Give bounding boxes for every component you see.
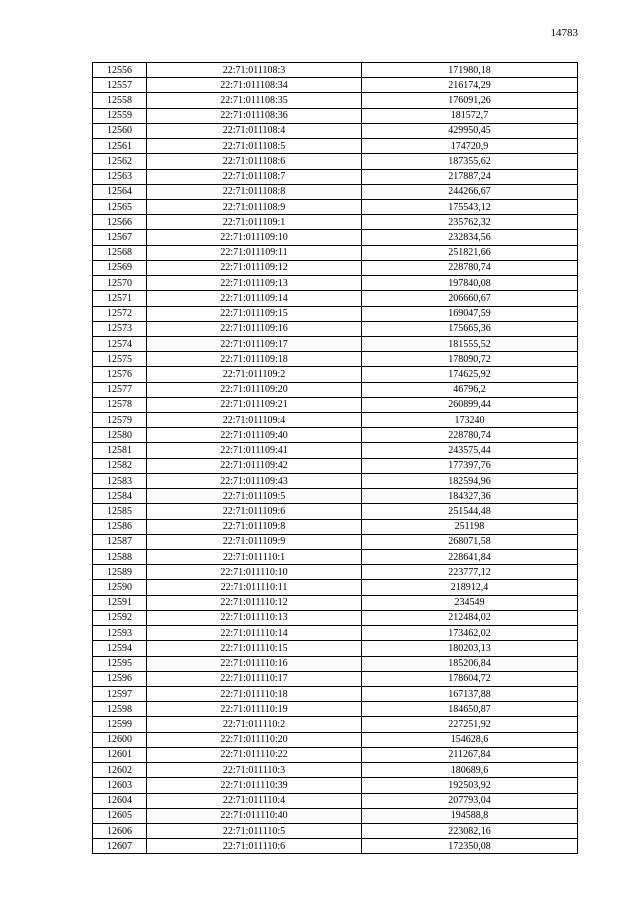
cadastral-number-cell: 22:71:011109:12: [147, 260, 362, 275]
row-number-cell: 12569: [93, 260, 147, 275]
table-row: [93, 184, 578, 199]
cadastral-number-cell: 22:71:011108:4: [147, 123, 362, 138]
row-number-cell: 12601: [93, 747, 147, 762]
value-cell: 154628,6: [362, 732, 578, 747]
row-number-cell: 12598: [93, 702, 147, 717]
cadastral-number-cell: 22:71:011109:41: [147, 443, 362, 458]
table-row: [93, 519, 578, 534]
value-cell: 178090,72: [362, 352, 578, 367]
row-number-cell: 12599: [93, 717, 147, 732]
value-cell: 251544,48: [362, 504, 578, 519]
row-number-cell: 12589: [93, 565, 147, 580]
cadastral-number-cell: 22:71:011110:2: [147, 717, 362, 732]
value-cell: 185206,84: [362, 656, 578, 671]
value-cell: 171980,18: [362, 63, 578, 78]
row-number-cell: 12579: [93, 413, 147, 428]
table-row: [93, 808, 578, 823]
cadastral-number-cell: 22:71:011108:34: [147, 78, 362, 93]
table-row: [93, 169, 578, 184]
value-cell: 184650,87: [362, 702, 578, 717]
cadastral-number-cell: 22:71:011110:16: [147, 656, 362, 671]
cadastral-number-cell: 22:71:011108:6: [147, 154, 362, 169]
row-number-cell: 12595: [93, 656, 147, 671]
table-row: [93, 367, 578, 382]
cadastral-number-cell: 22:71:011109:11: [147, 245, 362, 260]
value-cell: 235762,32: [362, 215, 578, 230]
row-number-cell: 12562: [93, 154, 147, 169]
value-cell: 173240: [362, 413, 578, 428]
row-number-cell: 12590: [93, 580, 147, 595]
table-row: [93, 291, 578, 306]
row-number-cell: 12596: [93, 671, 147, 686]
table-row: [93, 610, 578, 625]
row-number-cell: 12592: [93, 610, 147, 625]
value-cell: 206660,67: [362, 291, 578, 306]
table-row: [93, 78, 578, 93]
value-cell: 217887,24: [362, 169, 578, 184]
cadastral-number-cell: 22:71:011110:39: [147, 778, 362, 793]
table-row: [93, 93, 578, 108]
table-row: [93, 63, 578, 78]
table-row: [93, 686, 578, 701]
table-row: [93, 108, 578, 123]
row-number-cell: 12580: [93, 428, 147, 443]
row-number-cell: 12577: [93, 382, 147, 397]
row-number-cell: 12561: [93, 139, 147, 154]
cadastral-number-cell: 22:71:011108:35: [147, 93, 362, 108]
cadastral-number-cell: 22:71:011108:36: [147, 108, 362, 123]
row-number-cell: 12587: [93, 534, 147, 549]
value-cell: 169047,59: [362, 306, 578, 321]
cadastral-number-cell: 22:71:011110:14: [147, 626, 362, 641]
value-cell: 178604,72: [362, 671, 578, 686]
cadastral-number-cell: 22:71:011109:14: [147, 291, 362, 306]
cadastral-number-cell: 22:71:011109:20: [147, 382, 362, 397]
value-cell: 184327,36: [362, 489, 578, 504]
row-number-cell: 12594: [93, 641, 147, 656]
row-number-cell: 12603: [93, 778, 147, 793]
table-row: [93, 793, 578, 808]
cadastral-number-cell: 22:71:011109:4: [147, 413, 362, 428]
table-row: [93, 123, 578, 138]
cadastral-number-cell: 22:71:011110:18: [147, 686, 362, 701]
value-cell: 260899,44: [362, 397, 578, 412]
value-cell: 228780,74: [362, 428, 578, 443]
row-number-cell: 12564: [93, 184, 147, 199]
value-cell: 180203,13: [362, 641, 578, 656]
row-number-cell: 12558: [93, 93, 147, 108]
cadastral-number-cell: 22:71:011108:9: [147, 199, 362, 214]
cadastral-number-cell: 22:71:011109:18: [147, 352, 362, 367]
table-row: [93, 321, 578, 336]
table-row: [93, 580, 578, 595]
table-row: [93, 763, 578, 778]
data-table: [92, 62, 578, 854]
row-number-cell: 12576: [93, 367, 147, 382]
row-number-cell: 12604: [93, 793, 147, 808]
row-number-cell: 12559: [93, 108, 147, 123]
row-number-cell: 12570: [93, 276, 147, 291]
table-row: [93, 443, 578, 458]
table-row: [93, 413, 578, 428]
row-number-cell: 12582: [93, 458, 147, 473]
table-row: [93, 641, 578, 656]
table-row: [93, 428, 578, 443]
row-number-cell: 12581: [93, 443, 147, 458]
cadastral-number-cell: 22:71:011110:17: [147, 671, 362, 686]
row-number-cell: 12585: [93, 504, 147, 519]
value-cell: 174720,9: [362, 139, 578, 154]
cadastral-number-cell: 22:71:011110:22: [147, 747, 362, 762]
row-number-cell: 12560: [93, 123, 147, 138]
table-row: [93, 245, 578, 260]
cadastral-number-cell: 22:71:011109:9: [147, 534, 362, 549]
cadastral-number-cell: 22:71:011109:13: [147, 276, 362, 291]
value-cell: 175543,12: [362, 199, 578, 214]
value-cell: 177397,76: [362, 458, 578, 473]
table-row: [93, 550, 578, 565]
table-row: [93, 397, 578, 412]
value-cell: 228780,74: [362, 260, 578, 275]
table-row: [93, 336, 578, 351]
cadastral-number-cell: 22:71:011110:11: [147, 580, 362, 595]
row-number-cell: 12578: [93, 397, 147, 412]
cadastral-number-cell: 22:71:011109:17: [147, 336, 362, 351]
value-cell: 180689,6: [362, 763, 578, 778]
value-cell: 251198: [362, 519, 578, 534]
value-cell: 187355,62: [362, 154, 578, 169]
row-number-cell: 12573: [93, 321, 147, 336]
value-cell: 181555,52: [362, 336, 578, 351]
table-row: [93, 671, 578, 686]
value-cell: 228641,84: [362, 550, 578, 565]
cadastral-number-cell: 22:71:011110:3: [147, 763, 362, 778]
table-row: [93, 215, 578, 230]
value-cell: 244266,67: [362, 184, 578, 199]
row-number-cell: 12584: [93, 489, 147, 504]
table-row: [93, 778, 578, 793]
cadastral-number-cell: 22:71:011108:5: [147, 139, 362, 154]
table-row: [93, 839, 578, 854]
row-number-cell: 12583: [93, 473, 147, 488]
cadastral-number-cell: 22:71:011109:2: [147, 367, 362, 382]
row-number-cell: 12572: [93, 306, 147, 321]
value-cell: 223777,12: [362, 565, 578, 580]
cadastral-number-cell: 22:71:011110:15: [147, 641, 362, 656]
row-number-cell: 12607: [93, 839, 147, 854]
table-row: [93, 260, 578, 275]
table-row: [93, 702, 578, 717]
table-row: [93, 473, 578, 488]
row-number-cell: 12557: [93, 78, 147, 93]
row-number-cell: 12574: [93, 336, 147, 351]
cadastral-number-cell: 22:71:011109:1: [147, 215, 362, 230]
cadastral-number-cell: 22:71:011110:12: [147, 595, 362, 610]
table-row: [93, 626, 578, 641]
table-row: [93, 823, 578, 838]
row-number-cell: 12568: [93, 245, 147, 260]
value-cell: 207793,04: [362, 793, 578, 808]
value-cell: 197840,08: [362, 276, 578, 291]
cadastral-number-cell: 22:71:011108:8: [147, 184, 362, 199]
table-row: [93, 352, 578, 367]
cadastral-number-cell: 22:71:011109:21: [147, 397, 362, 412]
cadastral-number-cell: 22:71:011109:15: [147, 306, 362, 321]
table-row: [93, 656, 578, 671]
table-row: [93, 717, 578, 732]
row-number-cell: 12566: [93, 215, 147, 230]
table-row: [93, 276, 578, 291]
value-cell: 268071,58: [362, 534, 578, 549]
cadastral-number-cell: 22:71:011109:6: [147, 504, 362, 519]
value-cell: 181572,7: [362, 108, 578, 123]
table-row: [93, 199, 578, 214]
value-cell: 174625,92: [362, 367, 578, 382]
row-number-cell: 12600: [93, 732, 147, 747]
row-number-cell: 12597: [93, 686, 147, 701]
table-row: [93, 230, 578, 245]
cadastral-number-cell: 22:71:011110:20: [147, 732, 362, 747]
value-cell: 251821,66: [362, 245, 578, 260]
row-number-cell: 12591: [93, 595, 147, 610]
cadastral-number-cell: 22:71:011110:6: [147, 839, 362, 854]
table-body: [93, 63, 578, 854]
cadastral-number-cell: 22:71:011110:1: [147, 550, 362, 565]
row-number-cell: 12593: [93, 626, 147, 641]
row-number-cell: 12575: [93, 352, 147, 367]
value-cell: 175665,36: [362, 321, 578, 336]
row-number-cell: 12567: [93, 230, 147, 245]
value-cell: 232834,56: [362, 230, 578, 245]
value-cell: 173462,02: [362, 626, 578, 641]
table-row: [93, 154, 578, 169]
cadastral-number-cell: 22:71:011110:10: [147, 565, 362, 580]
value-cell: 167137,88: [362, 686, 578, 701]
value-cell: 243575,44: [362, 443, 578, 458]
cadastral-number-cell: 22:71:011109:40: [147, 428, 362, 443]
value-cell: 192503,92: [362, 778, 578, 793]
table-row: [93, 458, 578, 473]
cadastral-number-cell: 22:71:011110:5: [147, 823, 362, 838]
table-row: [93, 306, 578, 321]
cadastral-number-cell: 22:71:011109:8: [147, 519, 362, 534]
cadastral-number-cell: 22:71:011110:4: [147, 793, 362, 808]
table-row: [93, 534, 578, 549]
cadastral-number-cell: 22:71:011109:43: [147, 473, 362, 488]
value-cell: 172350,08: [362, 839, 578, 854]
value-cell: 194588,8: [362, 808, 578, 823]
table-row: [93, 747, 578, 762]
value-cell: 176091,26: [362, 93, 578, 108]
value-cell: 212484,02: [362, 610, 578, 625]
value-cell: 223082,16: [362, 823, 578, 838]
row-number-cell: 12605: [93, 808, 147, 823]
value-cell: 216174,29: [362, 78, 578, 93]
table-row: [93, 382, 578, 397]
value-cell: 46796,2: [362, 382, 578, 397]
row-number-cell: 12571: [93, 291, 147, 306]
value-cell: 227251,92: [362, 717, 578, 732]
table-row: [93, 139, 578, 154]
value-cell: 234549: [362, 595, 578, 610]
row-number-cell: 12586: [93, 519, 147, 534]
cadastral-number-cell: 22:71:011110:13: [147, 610, 362, 625]
row-number-cell: 12563: [93, 169, 147, 184]
table-row: [93, 732, 578, 747]
page-number: 14783: [550, 27, 578, 39]
value-cell: 218912,4: [362, 580, 578, 595]
cadastral-number-cell: 22:71:011109:10: [147, 230, 362, 245]
table-row: [93, 504, 578, 519]
cadastral-number-cell: 22:71:011108:3: [147, 63, 362, 78]
row-number-cell: 12556: [93, 63, 147, 78]
table-row: [93, 489, 578, 504]
cadastral-number-cell: 22:71:011110:19: [147, 702, 362, 717]
cadastral-number-cell: 22:71:011110:40: [147, 808, 362, 823]
cadastral-number-cell: 22:71:011108:7: [147, 169, 362, 184]
row-number-cell: 12588: [93, 550, 147, 565]
table-row: [93, 595, 578, 610]
value-cell: 182594,96: [362, 473, 578, 488]
value-cell: 211267,84: [362, 747, 578, 762]
row-number-cell: 12602: [93, 763, 147, 778]
cadastral-number-cell: 22:71:011109:5: [147, 489, 362, 504]
row-number-cell: 12606: [93, 823, 147, 838]
table-row: [93, 565, 578, 580]
value-cell: 429950,45: [362, 123, 578, 138]
cadastral-number-cell: 22:71:011109:42: [147, 458, 362, 473]
cadastral-number-cell: 22:71:011109:16: [147, 321, 362, 336]
row-number-cell: 12565: [93, 199, 147, 214]
